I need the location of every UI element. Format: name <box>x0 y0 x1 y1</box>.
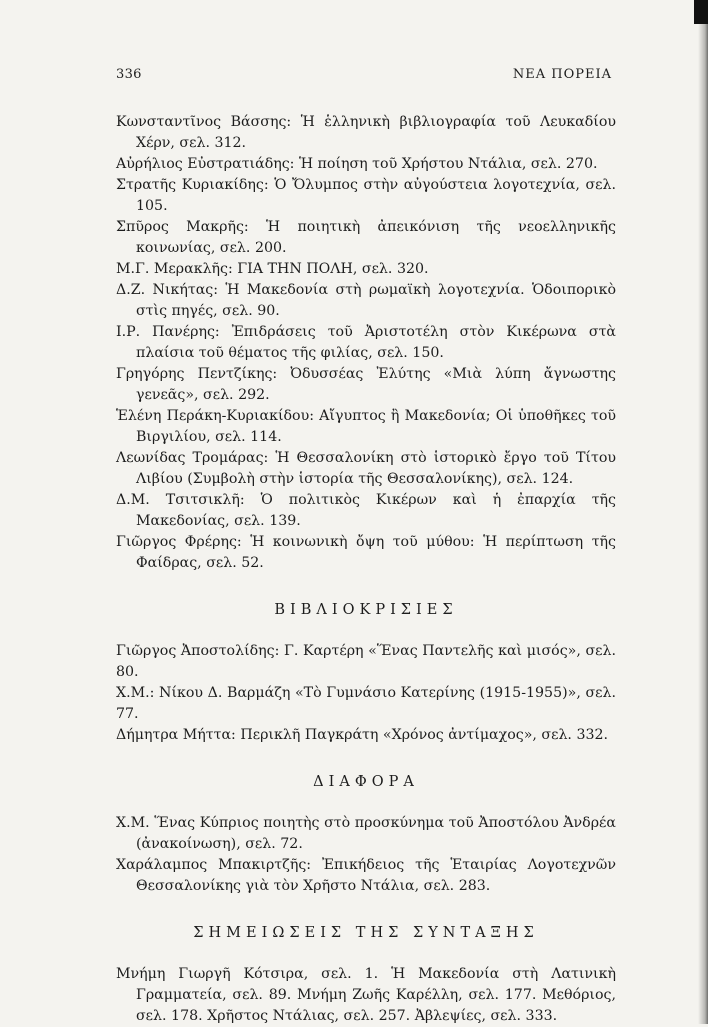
contents-entry: Ἑλένη Περάκη-Κυριακίδου: Αἴγυπτος ἢ Μακεδονία; Οἱ ὑποθῆκες τοῦ Βιργιλίου, σελ. 114. <box>116 408 616 445</box>
running-head: ΝΕΑ ΠΟΡΕΙΑ <box>512 67 612 82</box>
page-edge-shadow <box>698 0 708 1024</box>
review-entry: Χ.Μ.: Νίκου Δ. Βαρμάζη «Τὸ Γυμνάσιο Κατερίνης (1915-1955)», σελ. 77. <box>116 685 616 722</box>
corner-mark <box>694 0 708 24</box>
contents-entry: Σπῦρος Μακρῆς: Ἡ ποιητικὴ ἀπεικόνιση τῆς νεοελληνικῆς κοινωνίας, σελ. 200. <box>116 219 616 256</box>
contents-entry: Δ.Μ. Τσιτσικλῆ: Ὁ πολιτικὸς Κικέρων καὶ ἡ ἐπαρχία τῆς Μακεδονίας, σελ. 139. <box>116 492 616 529</box>
contents-entry: Ι.Ρ. Πανέρης: Ἐπιδράσεις τοῦ Ἀριστοτέλη στὸν Κικέρωνα στὰ πλαίσια τοῦ θέματος τῆς φιλίας, σελ. 150. <box>116 324 616 361</box>
page-content <box>116 112 616 1027</box>
contents-entry: Δ.Ζ. Νικήτας: Ἡ Μακεδονία στὴ ρωμαϊκὴ λογοτεχνία. Ὁδοιπορικὸ στὶς πηγές, σελ. 90. <box>116 282 616 319</box>
misc-entry: Χαράλαμπος Μπακιρτζῆς: Ἐπικήδειος τῆς Ἑταιρίας Λογοτεχνῶν Θεσσαλονίκης γιὰ τὸν Χρῆστο Ντάλια, σελ. 283. <box>116 857 616 894</box>
contents-entry: Κωνσταντῖνος Βάσσης: Ἡ ἑλληνικὴ βιβλιογραφία τοῦ Λευκαδίου Χέρν, σελ. 312. <box>116 114 616 151</box>
contents-entry: Στρατῆς Κυριακίδης: Ὁ Ὄλυμπος στὴν αὐγούστεια λογοτεχνία, σελ. 105. <box>116 177 616 214</box>
misc-section-title: ΔΙΑΦΟΡΑ <box>313 774 419 790</box>
notes-entry: Μνήμη Γιωργῆ Κότσιρα, σελ. 1. Ἡ Μακεδονία στὴ Λατινικὴ Γραμματεία, σελ. 89. Μνήμη Ζωῆς Καρέλλη, σελ. 177. Μεθόριος, σελ. 178. Χρῆστος Ντάλιας, σελ. 257. Ἀβλεψίες, σελ. 333. <box>116 966 616 1024</box>
contents-entry: Γιῶργος Φρέρης: Ἡ κοινωνικὴ ὄψη τοῦ μύθου: Ἡ περίπτωση τῆς Φαίδρας, σελ. 52. <box>116 534 616 571</box>
review-entry: Δήμητρα Μήττα: Περικλῆ Παγκράτη «Χρόνος ἀντίμαχος», σελ. 332. <box>116 727 609 743</box>
misc-entry: Χ.Μ. Ἕνας Κύπριος ποιητὴς στὸ προσκύνημα τοῦ Ἀποστόλου Ἀνδρέα (ἀνακοίνωση), σελ. 72. <box>116 815 616 852</box>
contents-entry: Λεωνίδας Τρομάρας: Ἡ Θεσσαλονίκη στὸ ἱστορικὸ ἔργο τοῦ Τίτου Λιβίου (Συμβολὴ στὴν ἱστορία τῆς Θεσσαλονίκης), σελ. 124. <box>116 450 616 487</box>
review-entry: Γιῶργος Ἀποστολίδης: Γ. Καρτέρη «Ἕνας Παντελῆς καὶ μισός», σελ. 80. <box>116 643 616 680</box>
contents-entry: Γρηγόρης Πεντζίκης: Ὀδυσσέας Ἐλύτης «Μιὰ λύπη ἄγνωστης γενεᾶς», σελ. 292. <box>116 366 616 403</box>
page-number: 336 <box>116 67 142 82</box>
contents-entry: Αὐρήλιος Εὐστρατιάδης: Ἡ ποίηση τοῦ Χρήστου Ντάλια, σελ. 270. <box>116 156 598 172</box>
reviews-section-title: ΒΙΒΛΙΟΚΡΙΣΙΕΣ <box>274 602 458 618</box>
notes-section-title: ΣΗΜΕΙΩΣΕΙΣ ΤΗΣ ΣΥΝΤΑΞΗΣ <box>193 925 539 941</box>
contents-entry: Μ.Γ. Μερακλῆς: ΓΙΑ ΤΗΝ ΠΟΛΗ, σελ. 320. <box>116 261 429 277</box>
